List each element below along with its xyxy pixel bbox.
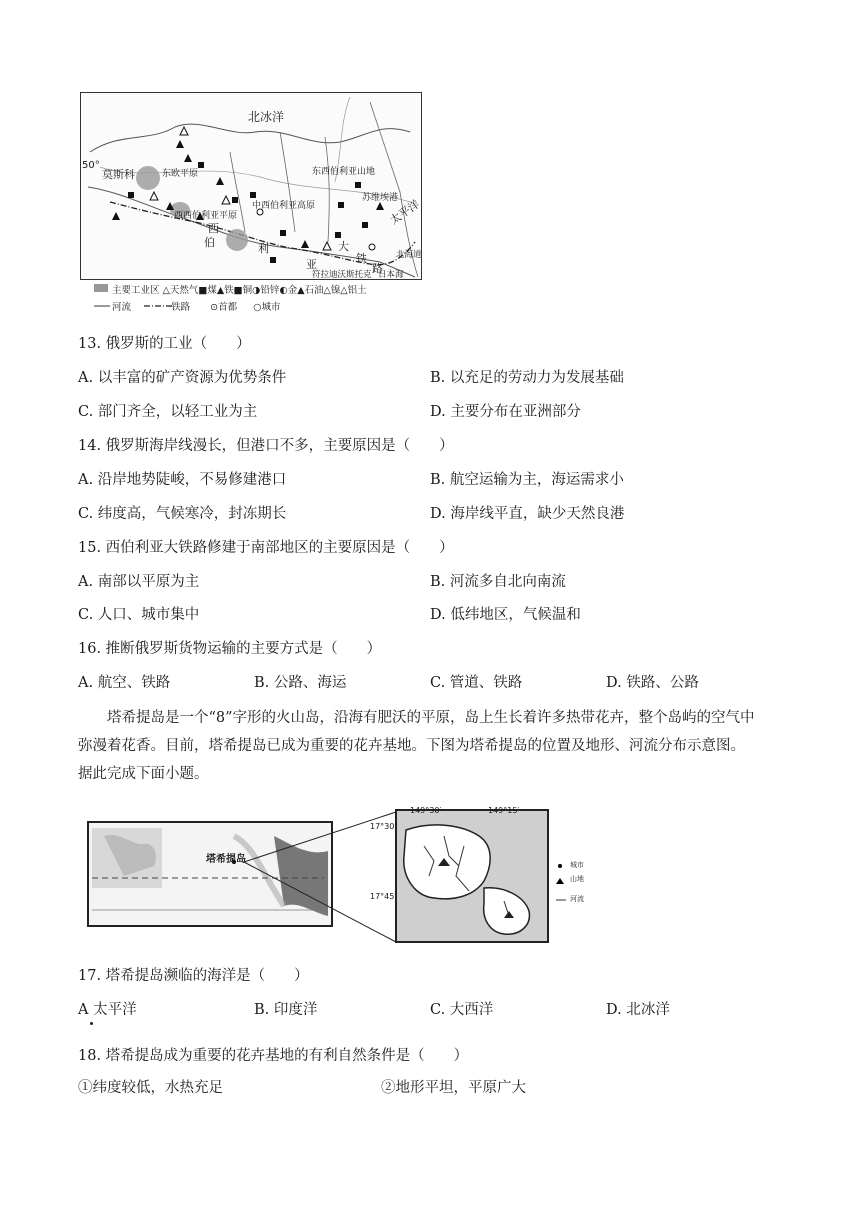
passage-line-3: 据此完成下面小题。: [78, 766, 209, 782]
label-east-siberian-mountains: 东西伯利亚山地: [312, 167, 376, 177]
question-17-stem: 17. 塔希提岛濒临的海洋是（ ）: [78, 968, 309, 984]
russia-map-figure: [80, 92, 424, 314]
label-vladivostok: 符拉迪沃斯托克: [312, 270, 372, 280]
q17-option-d: D. 北冰洋: [606, 1002, 670, 1018]
passage: [78, 704, 798, 788]
legend-nickel: △镍: [323, 285, 341, 296]
label-east-european-plain: 东欧平原: [162, 169, 199, 179]
legend-tahiti-river: 河流: [570, 895, 584, 903]
label-li: 利: [258, 242, 269, 255]
legend-capital: ⊙首都: [210, 302, 238, 313]
tahiti-map: [84, 806, 614, 952]
label-da: 大: [338, 240, 349, 253]
label-central-siberian-plateau: 中西伯利亚高原: [252, 201, 316, 211]
russia-map-legend-row1: [112, 282, 367, 296]
q13-option-b: B. 以充足的劳动力为发展基础: [430, 370, 624, 386]
q18-option-1: ①纬度较低，水热充足: [78, 1080, 223, 1096]
q14-option-c: C. 纬度高，气候寒冷，封冻期长: [78, 506, 287, 522]
label-sea-of-japan: 日本海: [378, 270, 404, 280]
label-pacific-ocean: 太平洋: [387, 197, 423, 228]
q16-option-c: C. 管道、铁路: [430, 675, 523, 691]
question-16-stem: 16. 推断俄罗斯货物运输的主要方式是（ ）: [78, 641, 382, 657]
label-hokkaido: 北海道: [396, 250, 422, 260]
q16-option-a: A. 航空、铁路: [78, 675, 171, 691]
question-18-stem: 18. 塔希提岛成为重要的花卉基地的有利自然条件是（ ）: [78, 1048, 469, 1064]
q14-option-d: D. 海岸线平直，缺少天然良港: [430, 506, 625, 522]
question-14-stem: 14. 俄罗斯海岸线漫长，但港口不多，主要原因是（ ）: [78, 438, 454, 454]
legend-bauxite: △铝土: [340, 285, 367, 296]
label-lon-149-15: 149°15′: [488, 806, 520, 815]
q15-option-c: C. 人口、城市集中: [78, 607, 200, 623]
label-tahiti-island: 塔希提岛: [206, 854, 246, 865]
label-xi: 西: [208, 222, 219, 235]
legend-gold: ◐金: [279, 285, 298, 296]
label-ya: 亚: [306, 258, 317, 271]
legend-city: ○城市: [253, 302, 281, 313]
q15-option-a: A. 南部以平原为主: [78, 574, 200, 590]
legend-river: 河流: [112, 302, 132, 313]
legend-railway: 铁路: [171, 302, 191, 313]
q13-option-c: C. 部门齐全，以轻工业为主: [78, 404, 258, 420]
legend-lead-zinc: ◑铅锌: [252, 285, 280, 296]
q17-option-a: A 太平洋: [78, 1002, 137, 1018]
q15-option-d: D. 低纬地区，气候温和: [430, 607, 581, 623]
label-bo: 伯: [204, 236, 215, 249]
q14-option-a: A. 沿岸地势陡峻，不易修建港口: [78, 472, 287, 488]
legend-oil: ▲石油: [297, 285, 324, 296]
q17-option-c: C. 大西洋: [430, 1002, 494, 1018]
passage-line-1: 塔希提岛是一个“8”字形的火山岛，沿海有肥沃的平原，岛上生长着许多热带花卉，整个岛屿的空气中: [107, 710, 755, 726]
legend-industrial-area: 主要工业区: [112, 285, 160, 296]
label-lat-50: 50°: [82, 160, 100, 171]
legend-iron: ▲铁: [216, 285, 234, 296]
tahiti-map-figure: [84, 806, 614, 952]
russia-map-legend-row2: [112, 299, 280, 313]
q16-option-d: D. 铁路、公路: [606, 675, 699, 691]
legend-copper: ■铜: [233, 285, 253, 296]
legend-coal: ■煤: [198, 285, 217, 296]
question-15-stem: 15. 西伯利亚大铁路修建于南部地区的主要原因是（ ）: [78, 540, 454, 556]
q13-option-d: D. 主要分布在亚洲部分: [430, 404, 581, 420]
label-west-siberian-plain: 西西伯利亚平原: [174, 211, 238, 221]
question-13-stem: 13. 俄罗斯的工业（ ）: [78, 336, 251, 352]
label-moscow: 莫斯科: [102, 168, 135, 181]
label-lu: 路: [372, 262, 383, 275]
legend-natural-gas: △天然气: [162, 285, 199, 296]
label-lat-17-45: 17°45′: [370, 892, 397, 901]
passage-line-2: 弥漫着花香。目前，塔希提岛已成为重要的花卉基地。下图为塔希提岛的位置及地形、河流分布示意图。: [78, 738, 745, 754]
q15-option-b: B. 河流多自北向南流: [430, 574, 566, 590]
q14-option-b: B. 航空运输为主，海运需求小: [430, 472, 624, 488]
label-sovetskaya-gavan: 苏维埃港: [362, 193, 399, 203]
q13-option-a: A. 以丰富的矿产资源为优势条件: [78, 370, 287, 386]
q17-option-b: B. 印度洋: [254, 1002, 318, 1018]
label-lat-17-30: 17°30′: [370, 822, 397, 831]
label-arctic-ocean: 北冰洋: [248, 110, 285, 124]
q16-option-b: B. 公路、海运: [254, 675, 347, 691]
legend-tahiti-city: 城市: [570, 861, 584, 869]
label-tie: 铁: [356, 252, 367, 265]
stray-dot: [90, 1022, 93, 1025]
legend-tahiti-mountain: 山地: [570, 875, 584, 883]
q18-option-2: ②地形平坦，平原广大: [381, 1080, 526, 1096]
label-lon-149-30: 149°30′: [410, 806, 442, 815]
